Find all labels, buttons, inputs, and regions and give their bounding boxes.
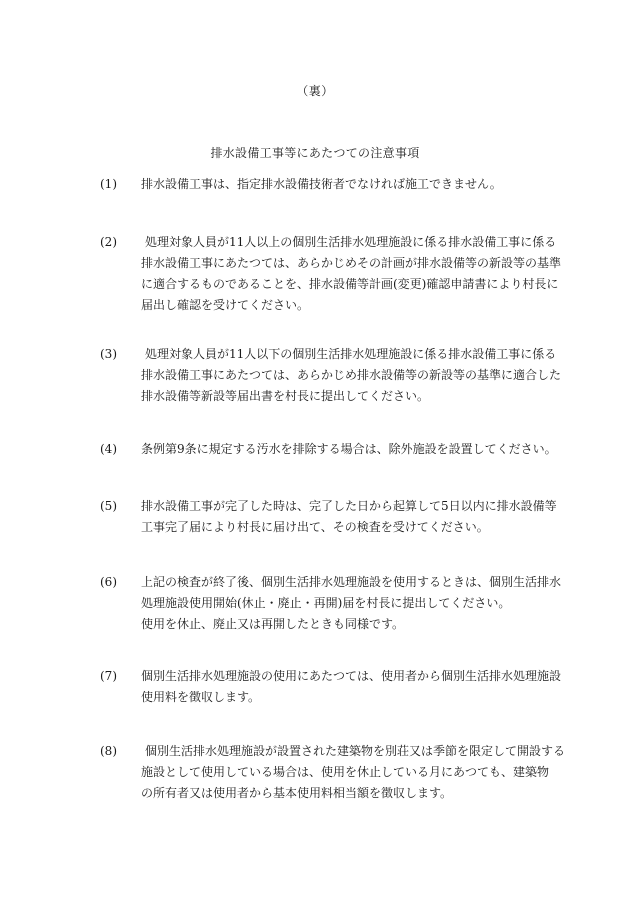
- item-line: 個別生活排水処理施設が設置された建築物を別荘又は季節を限定して開設する: [145, 744, 566, 758]
- item-line: 上記の検査が終了後、個別生活排水処理施設を使用するときは、個別生活排水: [141, 575, 562, 589]
- item-text: [141, 174, 561, 195]
- document-title: 排水設備工事等にあたつての注意事項: [210, 146, 420, 160]
- item-text: [141, 572, 561, 635]
- item-line: 処理対象人員が11人以下の個別生活排水処理施設に係る排水設備工事に係る: [145, 347, 557, 361]
- item-line: 排水設備工事にあたつては、あらかじめ排水設備等の新設等の基準に適合した: [141, 368, 562, 382]
- item-line: の所有者又は使用者から基本使用料相当額を徴収します。: [141, 786, 453, 800]
- item-number: (6): [100, 575, 117, 589]
- item-text: [141, 232, 561, 316]
- item-line: 条例第9条に規定する汚水を排除する場合は、除外施設を設置してください。: [141, 442, 557, 456]
- item-number: (1): [100, 177, 117, 191]
- item-line: 個別生活排水処理施設の使用にあたつては、使用者から個別生活排水処理施設: [141, 669, 562, 683]
- item-number: (5): [100, 499, 117, 513]
- item-line: 処理対象人員が11人以上の個別生活排水処理施設に係る排水設備工事に係る: [145, 235, 557, 249]
- item-line: 排水設備工事が完了した時は、完了した日から起算して5日以内に排水設備等: [141, 499, 557, 513]
- item-line: 排水設備工事にあたつては、あらかじめその計画が排水設備等の新設等の基準: [141, 256, 562, 270]
- item-line: 施設として使用している場合は、使用を休止している月にあつても、建築物: [141, 765, 550, 779]
- item-number: (7): [100, 669, 117, 683]
- item-line: に適合するものであることを、排水設備等計画(変更)確認申請書により村長に: [141, 277, 559, 291]
- item-line: 排水設備工事は、指定排水設備技術者でなければ施工できません。: [141, 177, 502, 191]
- item-line: 使用を休止、廃止又は再開したときも同様です。: [141, 617, 405, 631]
- item-line: 届出し確認を受けてください。: [141, 298, 310, 312]
- item-line: 使用料を徴収します。: [141, 690, 261, 704]
- item-text: [141, 741, 566, 804]
- item-number: (4): [100, 442, 117, 456]
- item-text: [141, 344, 561, 407]
- item-text: [141, 439, 561, 460]
- item-number: (8): [100, 744, 117, 758]
- item-line: 処理施設使用開始(休止・廃止・再開)届を村長に提出してください。: [141, 596, 511, 610]
- item-line: 排水設備等新設等届出書を村長に提出してください。: [141, 389, 430, 403]
- item-number: (3): [100, 347, 117, 361]
- item-line: 工事完了届により村長に届け出て、その検査を受けてください。: [141, 520, 489, 534]
- item-text: [141, 496, 561, 538]
- page-side-label: （裏）: [296, 84, 334, 98]
- item-text: [141, 666, 561, 708]
- item-number: (2): [100, 235, 117, 249]
